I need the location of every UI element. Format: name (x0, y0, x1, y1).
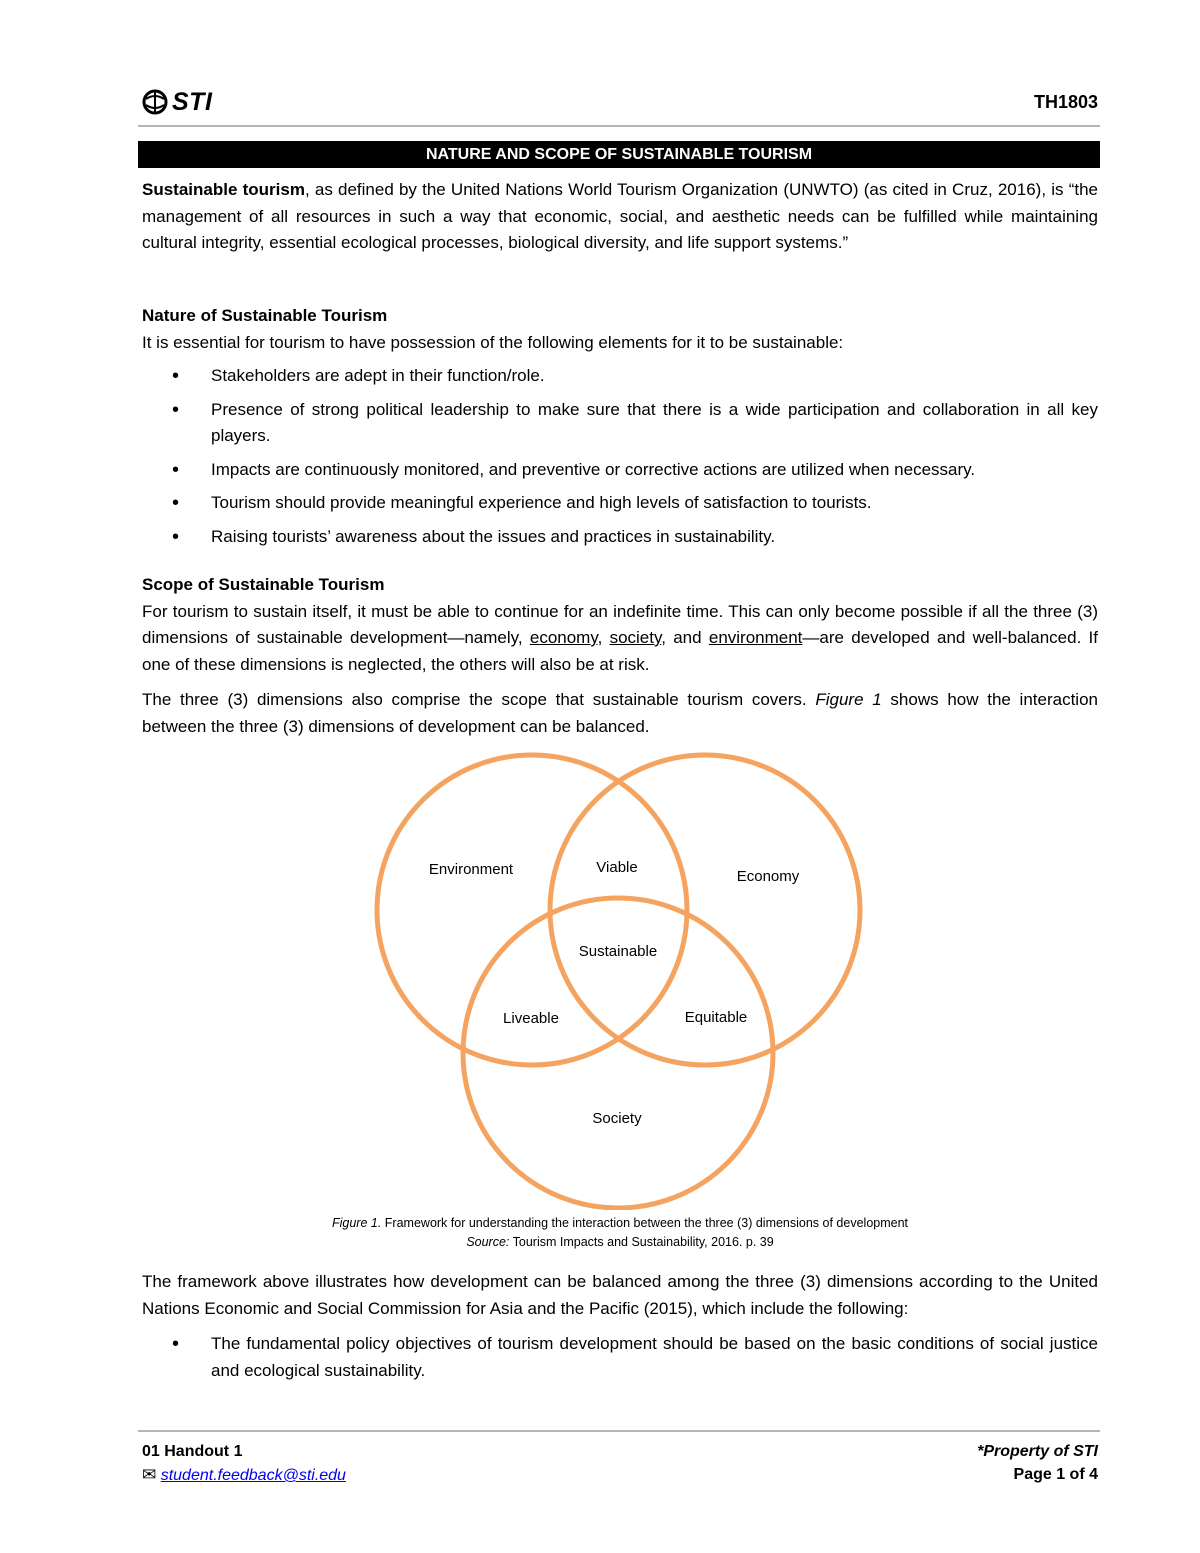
scope-p1-sep-1: , (597, 628, 610, 647)
property-label: *Property of STI (977, 1443, 1098, 1460)
scope-p1-text-b: —are developed and well-balanced. If one of these dimensions is neglected, the others will also be at risk. (142, 628, 1099, 674)
source-line (142, 1233, 1098, 1252)
caption-line (142, 1214, 1098, 1233)
scope-section (142, 572, 1098, 740)
header-divider (138, 125, 1100, 127)
page-title: NATURE AND SCOPE OF SUSTAINABLE TOURISM (138, 141, 1100, 168)
figure-caption (142, 1214, 1098, 1252)
term-society: society (609, 628, 662, 647)
scope-paragraph-1 (142, 599, 1098, 679)
document-code: TH1803 (1033, 92, 1098, 112)
framework-section (142, 1269, 1098, 1391)
framework-list (142, 1331, 1098, 1384)
scope-heading: Scope of Sustainable Tourism (142, 575, 385, 594)
envelope-icon: ✉ (142, 1465, 157, 1484)
nature-lead: It is essential for tourism to have possession of the following elements for it to be sustainable: (142, 332, 844, 352)
list-item: • The fundamental policy objectives of tourism development should be based on the basic conditions of social justice and ecological sustainability. (142, 1331, 1098, 1384)
label-viable: Viable (596, 859, 638, 876)
list-item: • Stakeholders are adept in their function/role. (142, 363, 1098, 390)
handout-label: 01 Handout 1 (142, 1443, 243, 1460)
page-number: Page 1 of 4 (1013, 1466, 1098, 1483)
intro-text: , as defined by the United Nations World Tourism Organization (UNWTO) (as cited in Cruz, 2016), is “the management of all resources in such a way that economic, social, and aesthetic needs can be fulfilled while maintaining cultural integrity, essential ecological processes, biological diversity, and life support systems.” (142, 180, 1099, 252)
list-item: • Presence of strong political leadership to make sure that there is a wide participation and collaboration in all key players. (142, 397, 1098, 450)
venn-diagram (340, 750, 880, 1210)
caption-figure-text: Framework for understanding the interaction between the three (3) dimensions of development (381, 1216, 909, 1230)
framework-paragraph: The framework above illustrates how development can be balanced among the three (3) dimensions according to the United Nations Economic and Social Commission for Asia and the Pacific (2015), which include the following: (142, 1272, 1098, 1318)
label-society: Society (592, 1110, 642, 1127)
intro-term: Sustainable tourism (142, 180, 305, 199)
scope-p2-text-a: The three (3) dimensions also comprise the scope that sustainable tourism covers. (142, 690, 816, 709)
scope-p2-text-b: shows how the interaction between the three (3) dimensions of development can be balanced. (142, 690, 1098, 736)
scope-p1-sep-2: , and (661, 628, 709, 647)
nature-section (142, 303, 1098, 557)
intro-paragraph (142, 177, 1098, 257)
list-item: • Raising tourists’ awareness about the issues and practices in sustainability. (142, 524, 1098, 551)
list-item: • Tourism should provide meaningful experience and high levels of satisfaction to tourists. (142, 490, 1098, 517)
scope-p1-text-a: For tourism to sustain itself, it must be able to continue for an indefinite time. This can only become possible if all the three (3) dimensions of sustainable development—namely, (142, 601, 1098, 647)
figure-reference: Figure 1 (815, 690, 882, 709)
caption-source-label: Source: (466, 1235, 510, 1249)
logo-text: STI (172, 87, 213, 116)
term-economy: economy (529, 628, 598, 647)
nature-list (142, 363, 1098, 550)
footer-left (142, 1440, 346, 1487)
footer-right (977, 1440, 1098, 1486)
term-environment: environment (708, 628, 803, 647)
globe-icon (142, 89, 168, 115)
nature-heading: Nature of Sustainable Tourism (142, 306, 388, 325)
label-economy: Economy (736, 868, 800, 885)
scope-paragraph-2 (142, 687, 1098, 740)
label-environment: Environment (428, 861, 514, 878)
label-liveable: Liveable (503, 1010, 559, 1027)
label-sustainable: Sustainable (578, 943, 658, 960)
footer-divider (138, 1430, 1100, 1432)
caption-figure-label: Figure 1. (331, 1216, 382, 1230)
label-equitable: Equitable (684, 1009, 748, 1026)
email-link[interactable]: student.feedback@sti.edu (160, 1467, 346, 1484)
caption-source-text: Tourism Impacts and Sustainability, 2016. p. 39 (509, 1235, 774, 1249)
footer-email-row (142, 1463, 346, 1487)
list-item: • Impacts are continuously monitored, and preventive or corrective actions are utilized when necessary. (142, 457, 1098, 484)
intro-section (142, 177, 1098, 257)
sti-logo (142, 86, 212, 118)
venn-circles (377, 755, 860, 1208)
